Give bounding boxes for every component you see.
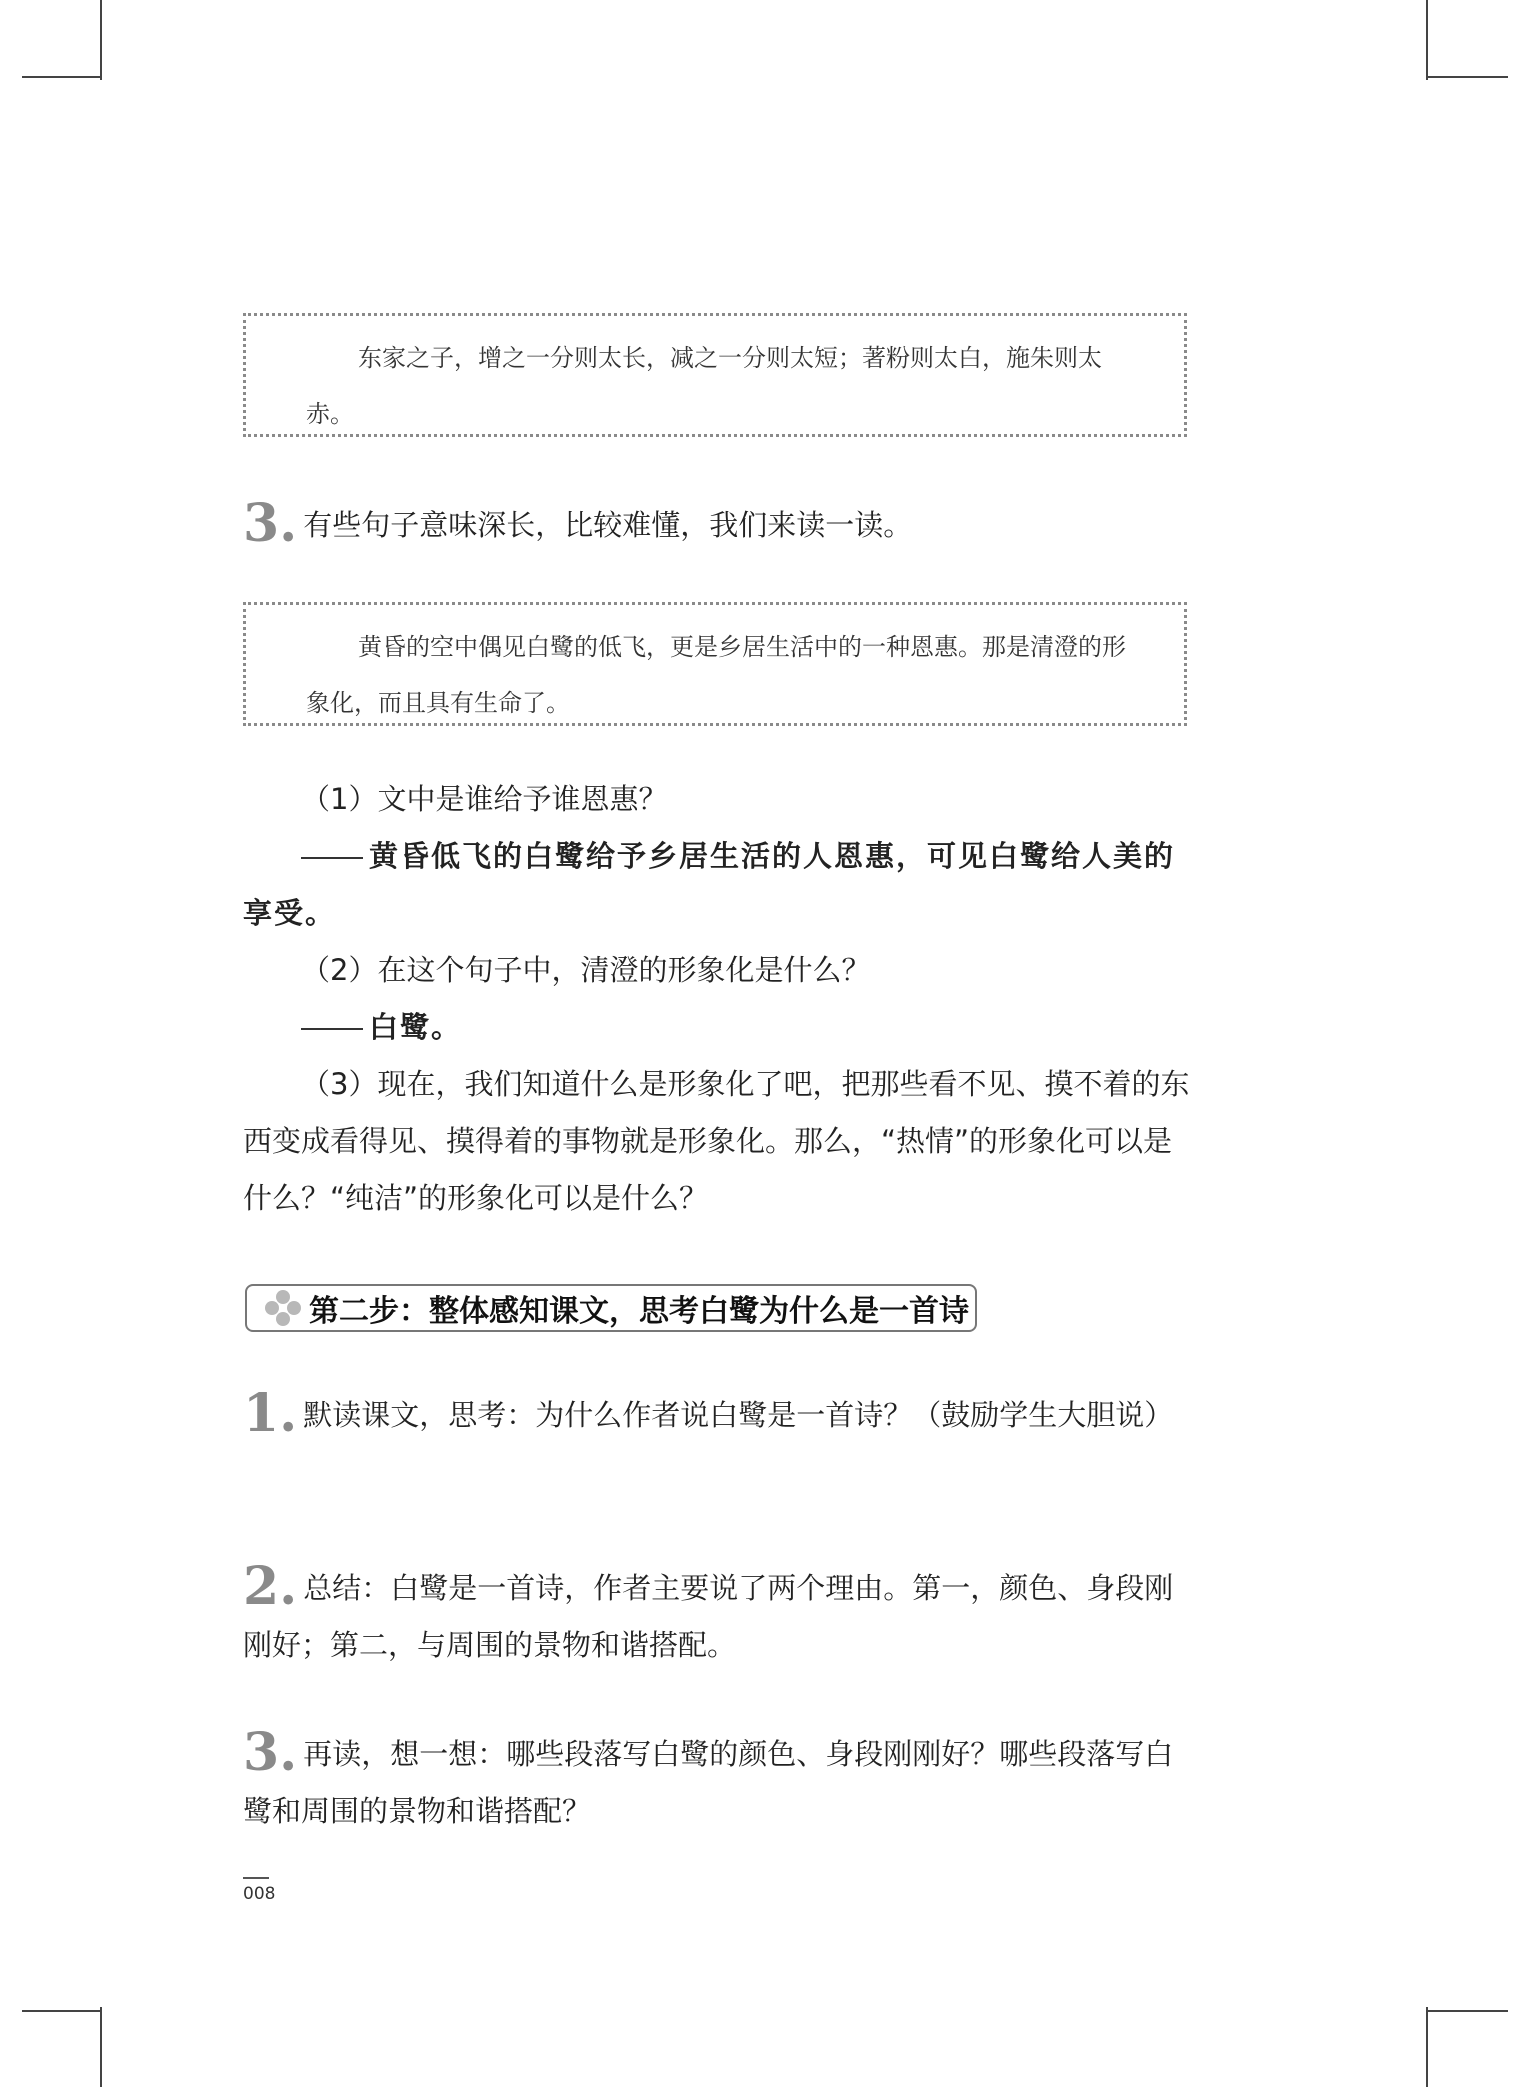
exercise-item-2 bbox=[243, 1556, 1191, 1674]
crop-mark bbox=[22, 2010, 102, 2012]
section-title: 第二步：整体感知课文，思考白鹭为什么是一首诗 bbox=[309, 1294, 969, 1329]
page-number: 008 bbox=[243, 1884, 276, 1904]
crop-mark bbox=[100, 2007, 102, 2087]
crop-mark bbox=[1426, 2007, 1428, 2087]
crop-mark bbox=[100, 0, 102, 80]
exercise-item-3 bbox=[243, 493, 1191, 554]
exercise-item-1 bbox=[243, 1383, 1191, 1444]
quote-box-2 bbox=[243, 602, 1187, 726]
flower-icon bbox=[261, 1288, 305, 1328]
quote-text: 东家之子，增之一分则太长，减之一分则太短；著粉则太白，施朱则太赤。 bbox=[306, 344, 1102, 428]
footer-rule bbox=[243, 1877, 269, 1879]
crop-mark bbox=[1426, 0, 1428, 80]
item-text: 有些句子意味深长，比较难懂，我们来读一读。 bbox=[303, 508, 913, 542]
exercise-item-3b bbox=[243, 1722, 1191, 1840]
quote-text: 黄昏的空中偶见白鹭的低飞，更是乡居生活中的一种恩惠。那是清澄的形象化，而且具有生命了。 bbox=[306, 633, 1126, 717]
item-number: 2. bbox=[243, 1556, 298, 1617]
section-header-step2 bbox=[245, 1284, 977, 1332]
item-number: 1. bbox=[243, 1383, 298, 1444]
question-2: （2）在这个句子中，清澄的形象化是什么？ bbox=[301, 953, 871, 987]
question-3: （3）现在，我们知道什么是形象化了吧，把那些看不见、摸不着的东西变成看得见、摸得着的事物就是形象化。那么，“热情”的形象化可以是什么？“纯洁”的形象化可以是什么？ bbox=[243, 1067, 1190, 1215]
answer-1: 黄昏低飞的白鹭给予乡居生活的人恩惠，可见白鹭给人美的享受。 bbox=[243, 839, 1176, 930]
item-number: 3. bbox=[243, 493, 298, 554]
crop-mark bbox=[1428, 76, 1508, 78]
item-text: 总结：白鹭是一首诗，作者主要说了两个理由。第一，颜色、身段刚刚好；第二，与周围的景物和谐搭配。 bbox=[243, 1571, 1174, 1662]
question-1: （1）文中是谁给予谁恩惠？ bbox=[301, 782, 668, 816]
item-number: 3. bbox=[243, 1722, 298, 1783]
quote-box-1 bbox=[243, 313, 1187, 437]
dash-mark bbox=[301, 857, 363, 859]
answer-2: 白鹭。 bbox=[243, 999, 1191, 1056]
crop-mark bbox=[1428, 2010, 1508, 2012]
crop-mark bbox=[22, 76, 102, 78]
item-text: 默读课文，思考：为什么作者说白鹭是一首诗？（鼓励学生大胆说） bbox=[303, 1398, 1174, 1432]
dash-mark bbox=[301, 1028, 363, 1030]
item-text: 再读，想一想：哪些段落写白鹭的颜色、身段刚刚好？哪些段落写白鹭和周围的景物和谐搭配？ bbox=[243, 1737, 1174, 1828]
